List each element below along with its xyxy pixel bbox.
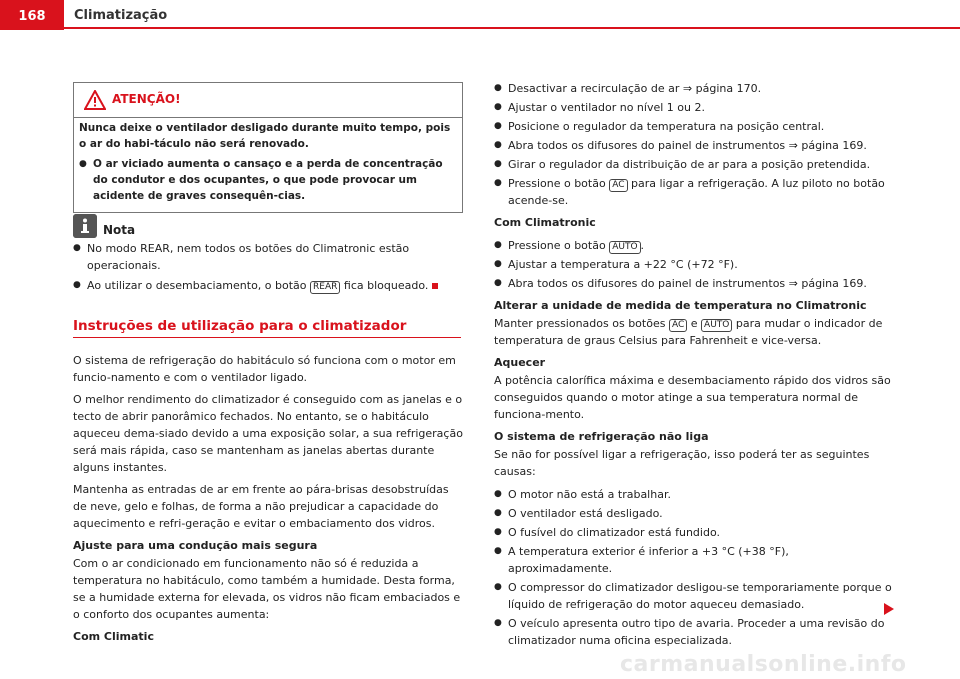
climatronic-step-1 [494, 237, 894, 254]
warning-text-1: Nunca deixe o ventilador desligado durante muito tempo, pois o ar do habi-táculo não será renovado. [79, 122, 451, 150]
cause-1 [494, 486, 894, 503]
heading-climatic: Com Climatic [73, 630, 154, 643]
climatic-step-2-text: Ajustar o ventilador no nível 1 ou 2. [508, 101, 705, 114]
page-header [0, 0, 960, 30]
right-column [494, 80, 894, 649]
paragraph-1: O sistema de refrigeração do habitáculo só funciona com o motor em funcio-namento e com o ventilador ligado. [73, 354, 456, 384]
ac-key-label-2: AC [669, 319, 687, 332]
note-bullet-2-end: fica bloqueado. [343, 279, 429, 292]
cause-3 [494, 524, 894, 541]
paragraph-aquecer: A potência calorífica máxima e desembaciamento rápido dos vidros são conseguidos quando o motor atinge a sua temperatura normal de funciona-mento. [494, 374, 891, 421]
section-rule [73, 337, 461, 338]
climatic-step-5 [494, 156, 894, 173]
warning-title: ATENÇÃO! [112, 92, 181, 106]
climatic-step-6 [494, 175, 894, 209]
climatronic-step-3 [494, 275, 894, 292]
page-number: 168 [0, 0, 64, 30]
alterar-and: e [690, 317, 698, 330]
auto-key-label-2: AUTO [701, 319, 732, 332]
paragraph-3: Mantenha as entradas de ar em frente ao pára-brisas desobstruídas de neve, gelo e folhas, de forma a não prejudicar a capacidade do aquecimento e refri-geração e evitar o embaciamento dos vidros. [73, 483, 449, 530]
next-page-arrow-icon [884, 603, 894, 615]
watermark: carmanualsonline.info [620, 652, 907, 677]
warning-box [73, 82, 463, 213]
note-title: Nota [103, 223, 136, 237]
climatic-step-6-end: para ligar a refrigeração. A luz piloto no botão acende-se. [508, 177, 885, 207]
ac-key-label: AC [609, 179, 627, 192]
climatic-step-4 [494, 137, 894, 154]
left-column-body [73, 352, 463, 645]
header-rule [64, 27, 960, 29]
climatic-step-4-text: Abra todos os difusores do painel de instrumentos ⇒ página 169. [508, 139, 867, 152]
cause-1-text: O motor não está a trabalhar. [508, 488, 671, 501]
cause-6 [494, 615, 894, 649]
climatic-step-5-text: Girar o regulador da distribuição de ar para a posição pretendida. [508, 158, 871, 171]
note-bullet-2-text: Ao utilizar o desembaciamento, o botão [87, 279, 307, 292]
warning-text-2 [79, 156, 457, 204]
cause-4-text: A temperatura exterior é inferior a +3 °C (+38 °F), aproximadamente. [508, 545, 789, 575]
cause-5-text: O compressor do climatizador desligou-se temporariamente porque o líquido de refrigeração do motor aqueceu demasiado. [508, 581, 892, 611]
auto-key-label: AUTO [609, 241, 640, 254]
cause-2 [494, 505, 894, 522]
climatic-step-6-text: Pressione o botão [508, 177, 606, 190]
warning-triangle-icon [84, 90, 106, 110]
cause-6-text: O veículo apresenta outro tipo de avaria. Proceder a uma revisão do climatizador numa oficina especializada. [508, 617, 885, 647]
end-mark-icon [432, 283, 438, 289]
warning-text-2-content: O ar viciado aumenta o cansaço e a perda de concentração do condutor e dos ocupantes, o que pode provocar um acidente de graves consequên-cias. [93, 158, 443, 202]
alterar-text-end: para mudar o indicador de temperatura de graus Celsius para Fahrenheit e vice-versa. [494, 317, 883, 347]
paragraph-2: O melhor rendimento do climatizador é conseguido com as janelas e o tecto de abrir panorâmico fechados. No entanto, se o habitáculo aqueceu dema-siado devido a uma exposição solar, a sua refrigeração será mais rápida, caso se mantenham as janelas abertas durante alguns instantes. [73, 393, 463, 474]
heading-nao-liga: O sistema de refrigeração não liga [494, 430, 709, 443]
paragraph-4: Com o ar condicionado em funcionamento não só é reduzida a temperatura no habitáculo, como também a humidade. Desta forma, se a humidade externa for elevada, os vidros não ficam embaciados e o conforto dos ocupantes aumenta: [73, 557, 461, 621]
alterar-text: Manter pressionados os botões [494, 317, 666, 330]
heading-ajuste: Ajuste para uma condução mais segura [73, 539, 318, 552]
climatronic-step-2 [494, 256, 894, 273]
cause-5 [494, 579, 894, 613]
cause-3-text: O fusível do climatizador está fundido. [508, 526, 720, 539]
info-note-icon [73, 214, 97, 238]
warning-body [74, 118, 462, 212]
warning-header [74, 82, 462, 118]
note-bullet-1-text: No modo REAR, nem todos os botões do Climatronic estão operacionais. [87, 242, 410, 272]
climatic-step-3 [494, 118, 894, 135]
climatic-step-1-text: Desactivar a recirculação de ar ⇒ página 170. [508, 82, 762, 95]
climatic-step-3-text: Posicione o regulador da temperatura na posição central. [508, 120, 825, 133]
chapter-title: Climatização [74, 8, 168, 23]
note-bullets [73, 240, 463, 294]
cause-4 [494, 543, 894, 577]
note-bullet-2 [73, 277, 463, 294]
climatronic-step-3-text: Abra todos os difusores do painel de instrumentos ⇒ página 169. [508, 277, 867, 290]
heading-climatronic: Com Climatronic [494, 216, 596, 229]
heading-aquecer: Aquecer [494, 356, 546, 369]
paragraph-alterar [494, 315, 894, 349]
rear-key-label: REAR [310, 281, 340, 294]
section-title: Instruções de utilização para o climatizador [73, 318, 407, 334]
heading-alterar: Alterar a unidade de medida de temperatura no Climatronic [494, 299, 867, 312]
climatronic-step-1-end: . [640, 239, 645, 252]
note-bullet-1 [73, 240, 463, 274]
climatic-step-1 [494, 80, 894, 97]
cause-2-text: O ventilador está desligado. [508, 507, 663, 520]
climatronic-step-2-text: Ajustar a temperatura a +22 °C (+72 °F). [508, 258, 738, 271]
climatronic-step-1-text: Pressione o botão [508, 239, 606, 252]
climatic-step-2 [494, 99, 894, 116]
paragraph-nao-liga: Se não for possível ligar a refrigeração, isso poderá ter as seguintes causas: [494, 448, 870, 478]
